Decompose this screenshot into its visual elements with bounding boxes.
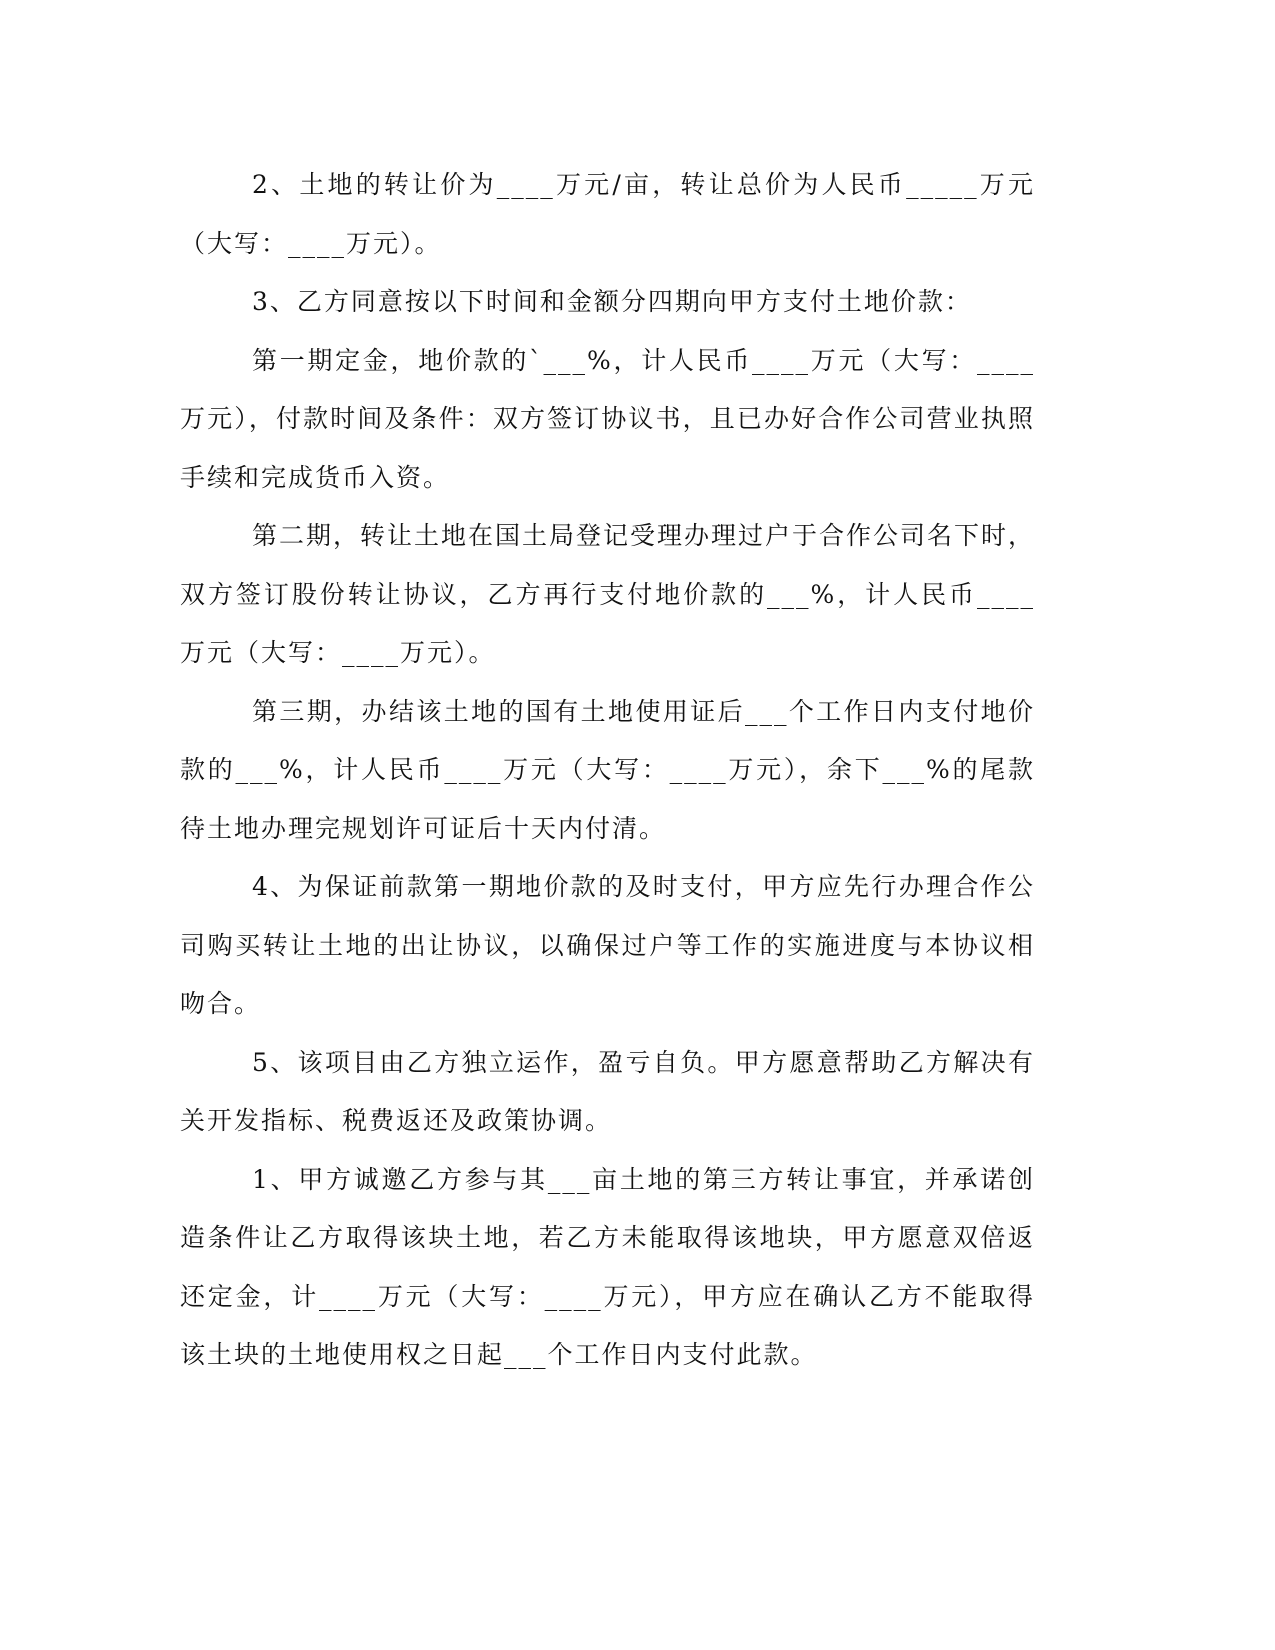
paragraph-clause-4: 4、为保证前款第一期地价款的及时支付，甲方应先行办理合作公司购买转让土地的出让协议，以确保过户等工作的实施进度与本协议相吻合。 bbox=[180, 872, 1035, 1018]
paragraph-installment-3: 第三期，办结该土地的国有土地使用证后___个工作日内支付地价款的___%，计人民币____万元（大写：____万元），余下___%的尾款待土地办理完规划许可证后十天内付清。 bbox=[180, 696, 1035, 843]
paragraph-installment-2: 第二期，转让土地在国土局登记受理办理过户于合作公司名下时，双方签订股份转让协议，乙方再行支付地价款的___%，计人民币____万元（大写：____万元）。 bbox=[180, 521, 1036, 667]
document-body bbox=[180, 156, 1035, 1385]
paragraph-clause-2-price: 2、土地的转让价为____万元/亩，转让总价为人民币_____万元（大写：____万元）。 bbox=[180, 170, 1035, 258]
paragraph-clause-3-payment: 3、乙方同意按以下时间和金额分四期向甲方支付土地价款： bbox=[252, 287, 972, 316]
paragraph-clause-5: 5、该项目由乙方独立运作，盈亏自负。甲方愿意帮助乙方解决有关开发指标、税费返还及政策协调。 bbox=[180, 1047, 1035, 1135]
paragraph-clause-1-transfer: 1、甲方诚邀乙方参与其___亩土地的第三方转让事宜，并承诺创造条件让乙方取得该块土地，若乙方未能取得该地块，甲方愿意双倍返还定金，计____万元（大写：____万元），甲方应在确认乙方不能取得该土块的土地使用权之日起___个工作日内支付此款。 bbox=[180, 1164, 1035, 1369]
paragraph-installment-1: 第一期定金，地价款的`___%，计人民币____万元（大写：____万元），付款时间及条件：双方签订协议书，且已办好合作公司营业执照手续和完成货币入资。 bbox=[180, 345, 1035, 492]
